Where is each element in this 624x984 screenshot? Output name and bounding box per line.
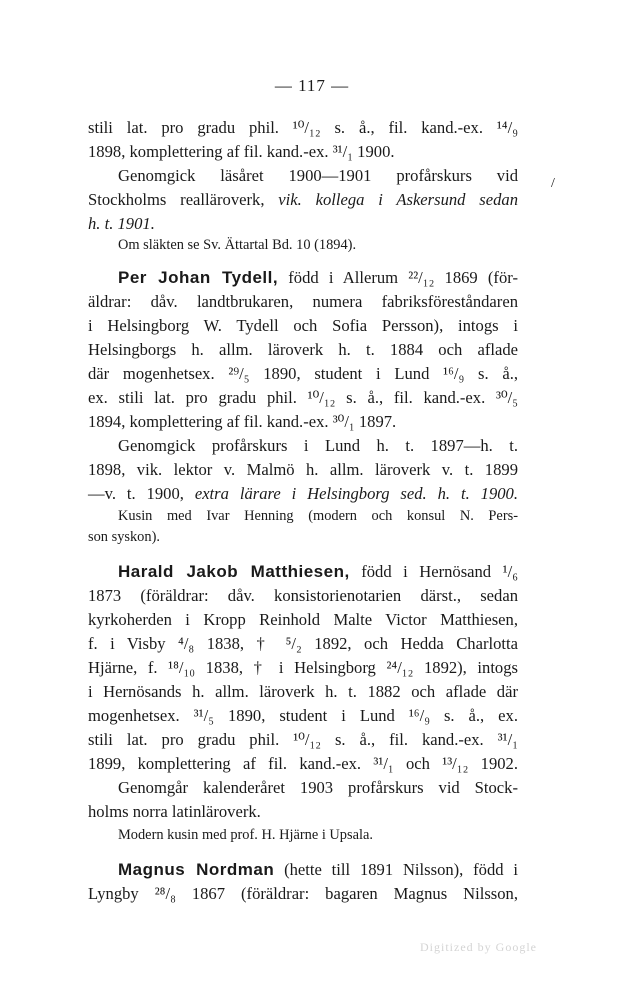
text-line: Genomgick profårskurs i Lund h. t. 1897—h. t. bbox=[118, 436, 518, 455]
text-line: i Helsingborg W. Tydell och Sofia Persson), intogs i bbox=[88, 316, 518, 335]
text-span: —v. t. 1900, bbox=[88, 484, 184, 503]
text-line: i Hernösands h. allm. läroverk h. t. 1882 och aflade där bbox=[88, 682, 518, 701]
text-line: Helsingborgs h. allm. läroverk h. t. 1884 och aflade bbox=[88, 340, 518, 359]
note-line: son syskon). bbox=[88, 529, 160, 545]
text-line: Hjärne, f. ¹⁸/₁₀ 1838, † i Helsingborg ²⁴/₁₂ 1892), intogs bbox=[88, 658, 518, 677]
text-line: 1898, komplettering af fil. kand.-ex. ³¹/₁ 1900. bbox=[88, 142, 395, 161]
text-line: 1894, komplettering af fil. kand.-ex. ³⁰/₁ 1897. bbox=[88, 412, 397, 431]
page-number: — 117 — bbox=[274, 76, 350, 95]
text-line: f. i Visby ⁴/₈ 1838, † ⁵/₂ 1892, och Hedda Charlotta bbox=[88, 634, 518, 653]
text-line: kyrkoherden i Kropp Reinhold Malte Victor Matthiesen, bbox=[88, 610, 518, 629]
text-line: äldrar: dåv. landtbrukaren, numera fabriksföreståndaren bbox=[88, 292, 518, 311]
text-span: född i Allerum ²²/₁₂ 1869 (för- bbox=[288, 268, 518, 287]
text-line: Genomgick läsåret 1900—1901 profårskurs vid bbox=[118, 166, 518, 185]
text-span: (hette till 1891 Nilsson), född i bbox=[284, 860, 519, 879]
text-line: stili lat. pro gradu phil. ¹⁰/₁₂ s. å., fil. kand.-ex. ³¹/₁ bbox=[88, 730, 518, 749]
text-line: 1899, komplettering af fil. kand.-ex. ³¹/₁ och ¹³/₁₂ 1902. bbox=[88, 754, 518, 773]
entry-heading-line bbox=[118, 858, 518, 882]
text-line: Genomgår kalenderåret 1903 profårskurs vid Stock- bbox=[118, 778, 518, 797]
text-line: mogenhetsex. ³¹/₅ 1890, student i Lund ¹⁶/₉ s. å., ex. bbox=[88, 706, 518, 725]
text-span: Stockholms realläroverk, bbox=[88, 190, 265, 209]
person-name: Per Johan Tydell, bbox=[118, 268, 279, 287]
note-line: Modern kusin med prof. H. Hjärne i Upsala. bbox=[118, 827, 373, 843]
note-line: Kusin med Ivar Henning (modern och konsul N. Pers- bbox=[118, 508, 518, 524]
entry-heading-line bbox=[118, 266, 518, 290]
text-line: holms norra latinläroverk. bbox=[88, 802, 261, 821]
watermark: Digitized by Google bbox=[420, 940, 537, 954]
entry-heading-line bbox=[118, 560, 518, 584]
text-line: 1873 (föräldrar: dåv. konsistorienotarien därst., sedan bbox=[88, 586, 518, 605]
person-name: Magnus Nordman bbox=[118, 860, 275, 879]
text-line: stili lat. pro gradu phil. ¹⁰/₁₂ s. å., fil. kand.-ex. ¹⁴/₉ bbox=[88, 118, 518, 137]
text-line: där mogenhetsex. ²⁹/₅ 1890, student i Lund ¹⁶/₉ s. å., bbox=[88, 364, 518, 383]
text-line bbox=[88, 188, 518, 212]
text-line bbox=[88, 482, 518, 506]
text-line: 1898, vik. lektor v. Malmö h. allm. läroverk v. t. 1899 bbox=[88, 460, 518, 479]
margin-mark: / bbox=[551, 176, 555, 191]
text-span: född i Hernösand ¹/₆ bbox=[361, 562, 518, 581]
italic-text: h. t. 1901. bbox=[88, 214, 155, 233]
person-name: Harald Jakob Matthiesen, bbox=[118, 562, 350, 581]
italic-text: extra lärare i Helsingborg sed. h. t. 1900. bbox=[194, 484, 518, 503]
text-line: ex. stili lat. pro gradu phil. ¹⁰/₁₂ s. å., fil. kand.-ex. ³⁰/₅ bbox=[88, 388, 518, 407]
italic-text: vik. kollega i Askersund sedan bbox=[278, 190, 518, 209]
note-line: Om släkten se Sv. Ättartal Bd. 10 (1894). bbox=[118, 237, 357, 253]
text-line: Lyngby ²⁸/₈ 1867 (föräldrar: bagaren Magnus Nilsson, bbox=[88, 884, 518, 903]
